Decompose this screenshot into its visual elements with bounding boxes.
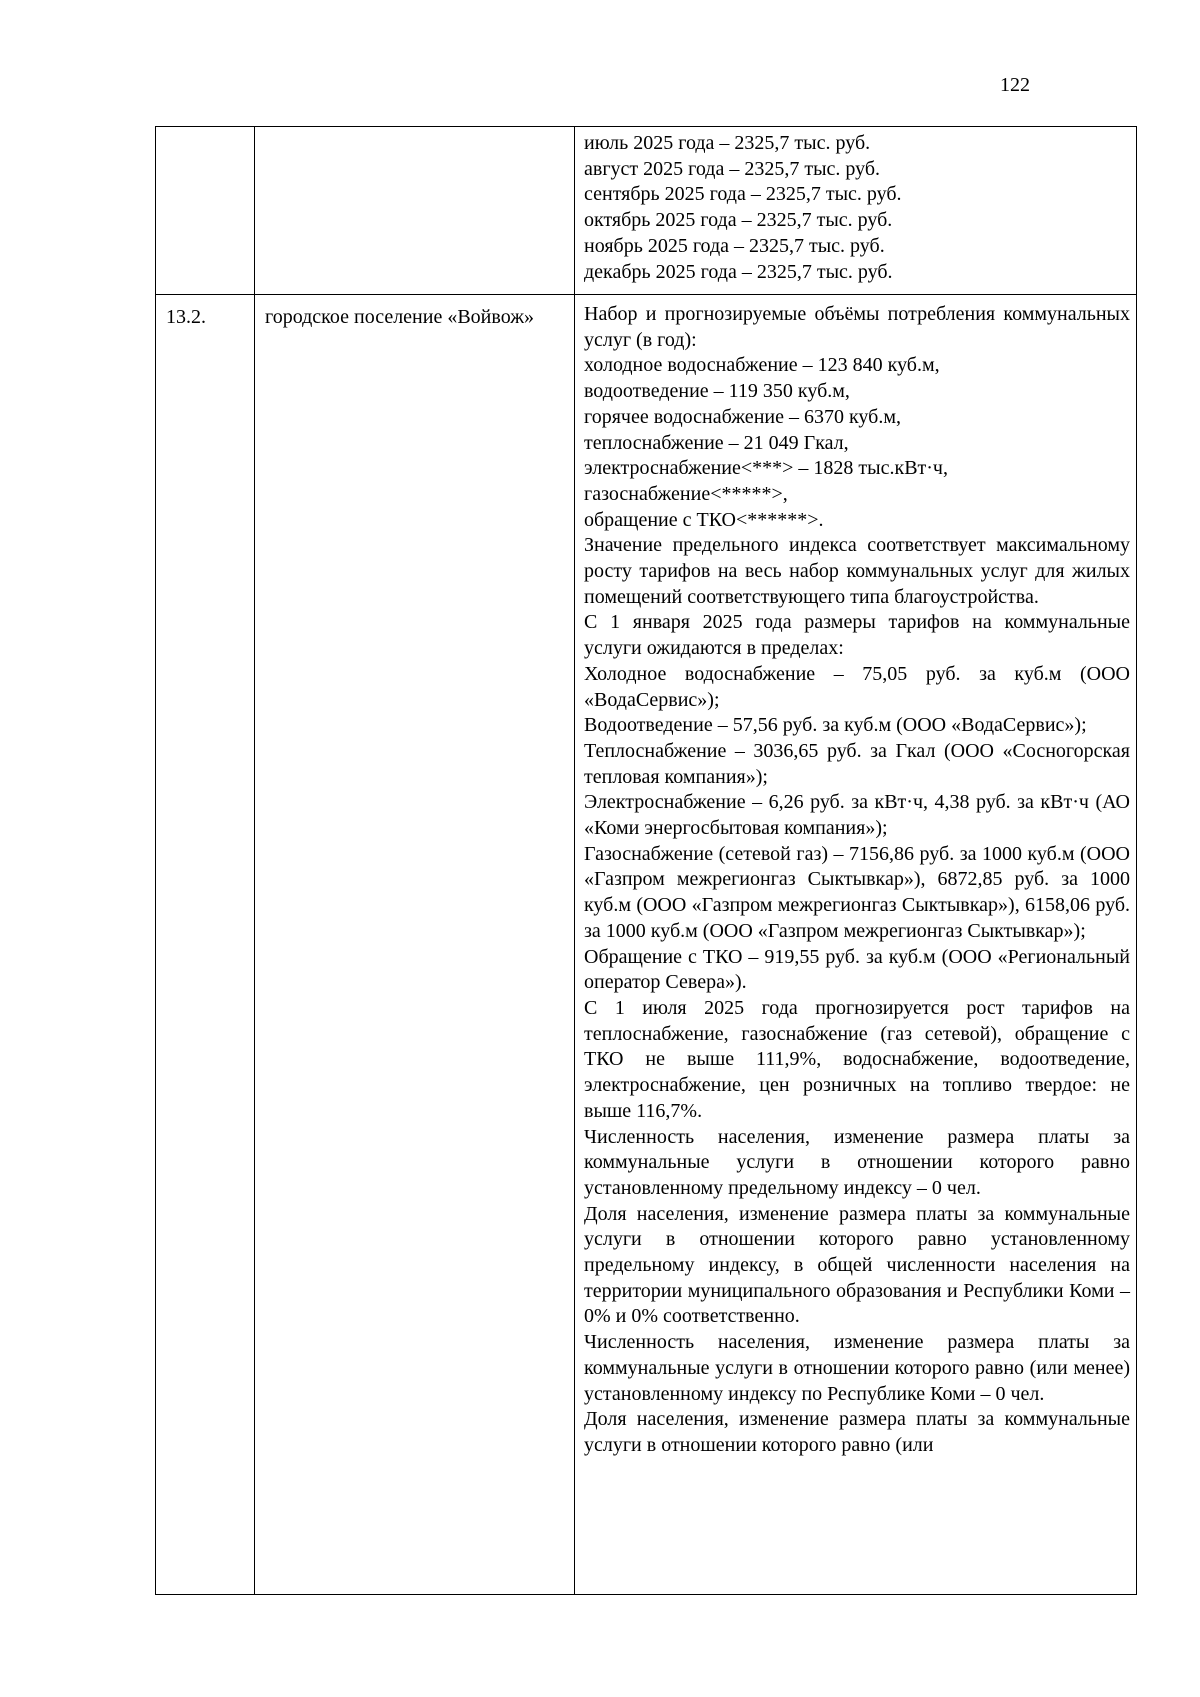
monthly-amount-line: ноябрь 2025 года – 2325,7 тыс. руб. (584, 234, 885, 257)
paragraph: водоотведение – 119 350 куб.м, (584, 380, 850, 403)
monthly-amount-line: сентябрь 2025 года – 2325,7 тыс. руб. (584, 183, 902, 206)
monthly-amount-line: август 2025 года – 2325,7 тыс. руб. (584, 157, 881, 180)
paragraph: Доля населения, изменение размера платы за коммунальные услуги в отношении которого равно (или (584, 1408, 1130, 1456)
municipality-name (255, 127, 574, 135)
paragraph: Набор и прогнозируемые объёмы потребления коммунальных услуг (в год): (584, 303, 1130, 351)
municipality-cell (255, 295, 575, 1595)
row-number: 13.2. (166, 306, 206, 328)
monthly-amount-line: декабрь 2025 года – 2325,7 тыс. руб. (584, 260, 893, 283)
details-cell (575, 127, 1137, 295)
row-number-cell (156, 295, 255, 1595)
paragraph: Электроснабжение – 6,26 руб. за кВт·ч, 4,38 руб. за кВт·ч (АО «Коми энергосбытовая компания»); (584, 791, 1130, 840)
paragraph: Доля населения, изменение размера платы за коммунальные услуги в отношении которого равно установленному предельному индексу, в общей численности населения на территории муниципального образования и Республики Коми – 0% и 0% соответственно. (584, 1202, 1130, 1328)
page-number: 122 (1000, 74, 1030, 96)
paragraph: Численность населения, изменение размера платы за коммунальные услуги в отношении которого равно (или менее) установленному индексу по Республике Коми – 0 чел. (584, 1331, 1130, 1405)
paragraph: Теплоснабжение – 3036,65 руб. за Гкал (ООО «Сосногорская тепловая компания»); (584, 739, 1130, 788)
paragraph: Газоснабжение (сетевой газ) – 7156,86 руб. за 1000 куб.м (ООО «Газпром межрегионгаз Сыктывкар»), 6872,85 руб. за 1000 куб.м (ООО «Газпром межрегионгаз Сыктывкар»), 6158,06 руб. за 1000 куб.м (ООО «Газпром межрегионгаз Сыктывкар»); (584, 842, 1130, 942)
paragraph: С 1 июля 2025 года прогнозируется рост тарифов на теплоснабжение, газоснабжение (газ сетевой), обращение с ТКО не выше 111,9%, водоснабжение, водоотведение, электроснабжение, цен розничных на топливо твердое: не выше 116,7%. (584, 996, 1130, 1122)
paragraph: Водоотведение – 57,56 руб. за куб.м (ООО «ВодаСервис»); (584, 714, 1087, 737)
paragraph: Значение предельного индекса соответствует максимальному росту тарифов на весь набор коммунальных услуг для жилых помещений соответствующего типа благоустройства. (584, 534, 1130, 608)
table-row-13-2 (156, 295, 1137, 1595)
paragraph: газоснабжение<*****>, (584, 482, 788, 505)
details-cell (575, 295, 1137, 1595)
monthly-amount-line: октябрь 2025 года – 2325,7 тыс. руб. (584, 209, 893, 232)
row-number-cell (156, 127, 255, 295)
tariff-table (155, 126, 1137, 1595)
paragraph: холодное водоснабжение – 123 840 куб.м, (584, 354, 940, 377)
paragraph: Холодное водоснабжение – 75,05 руб. за куб.м (ООО «ВодаСервис»); (584, 662, 1130, 711)
paragraph: теплоснабжение – 21 049 Гкал, (584, 431, 849, 454)
paragraph: обращение с ТКО<******>. (584, 508, 824, 531)
paragraph: электроснабжение<***> – 1828 тыс.кВт·ч, (584, 457, 948, 480)
table-row-continuation (156, 127, 1137, 295)
paragraph: С 1 января 2025 года размеры тарифов на коммунальные услуги ожидаются в пределах: (584, 611, 1130, 660)
municipality-name: городское поселение «Войвож» (265, 306, 535, 328)
monthly-amount-line: июль 2025 года – 2325,7 тыс. руб. (584, 132, 871, 154)
row-number (156, 127, 254, 135)
paragraph: горячее водоснабжение – 6370 куб.м, (584, 405, 901, 428)
paragraph: Обращение с ТКО – 919,55 руб. за куб.м (ООО «Региональный оператор Севера»). (584, 945, 1130, 994)
municipality-cell (255, 127, 575, 295)
paragraph: Численность населения, изменение размера платы за коммунальные услуги в отношении которого равно установленному предельному индексу – 0 чел. (584, 1125, 1130, 1199)
